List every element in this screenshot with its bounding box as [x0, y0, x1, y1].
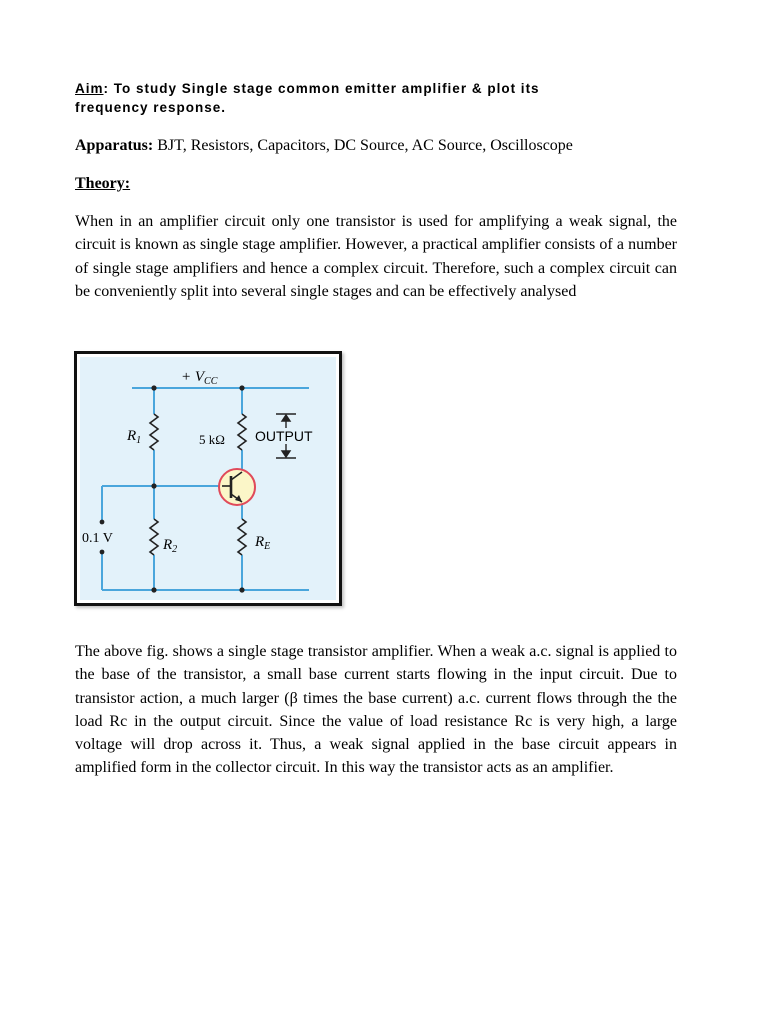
apparatus-label: Apparatus:: [75, 137, 154, 154]
r2-subscript: 2: [172, 544, 178, 555]
vcc-subscript: CC: [204, 376, 218, 387]
input-voltage-label: 0.1 V: [82, 531, 113, 546]
transistor-symbol: [219, 469, 255, 505]
aim-label: Aim: [75, 81, 104, 96]
circuit-figure: [74, 351, 342, 606]
aim-line: [75, 79, 615, 117]
apparatus-line: [75, 135, 675, 157]
rc-label: 5 kΩ: [199, 432, 225, 447]
r1-text: R: [127, 428, 137, 444]
vcc-text: + V: [181, 369, 205, 385]
re-text: R: [255, 534, 265, 550]
aim-text: : To study Single stage common emitter amplifier & plot its frequency response.: [75, 81, 540, 115]
re-subscript: E: [264, 541, 271, 552]
apparatus-text: BJT, Resistors, Capacitors, DC Source, AC Source, Oscilloscope: [157, 137, 573, 154]
figure-background: [80, 357, 336, 600]
r2-text: R: [163, 537, 173, 553]
theory-heading: Theory:: [75, 175, 131, 192]
output-label: OUTPUT: [255, 428, 313, 444]
theory-paragraph-2: The above fig. shows a single stage transistor amplifier. When a weak a.c. signal is applied to the base of the transistor, a small base current starts flowing in the input circuit. Due to transistor action, a much larger (β times the base current) a.c. current flows through the the load Rc in the output circuit. Since the value of load resistance Rc is very high, a large voltage will drop across it. Thus, a weak signal applied in the base circuit appears in amplified form in the collector circuit. In this way the transistor acts as an amplifier.: [75, 643, 677, 777]
theory-paragraph-1: When in an amplifier circuit only one transistor is used for amplifying a weak signal, the circuit is known as single stage amplifier. However, a practical amplifier consists of a number of single stage amplifiers and hence a complex circuit. Therefore, such a complex circuit can be conveniently split into several single stages and can be effectively analysed: [75, 213, 677, 300]
circuit-diagram: [77, 354, 339, 603]
r1-subscript: 1: [136, 435, 142, 446]
